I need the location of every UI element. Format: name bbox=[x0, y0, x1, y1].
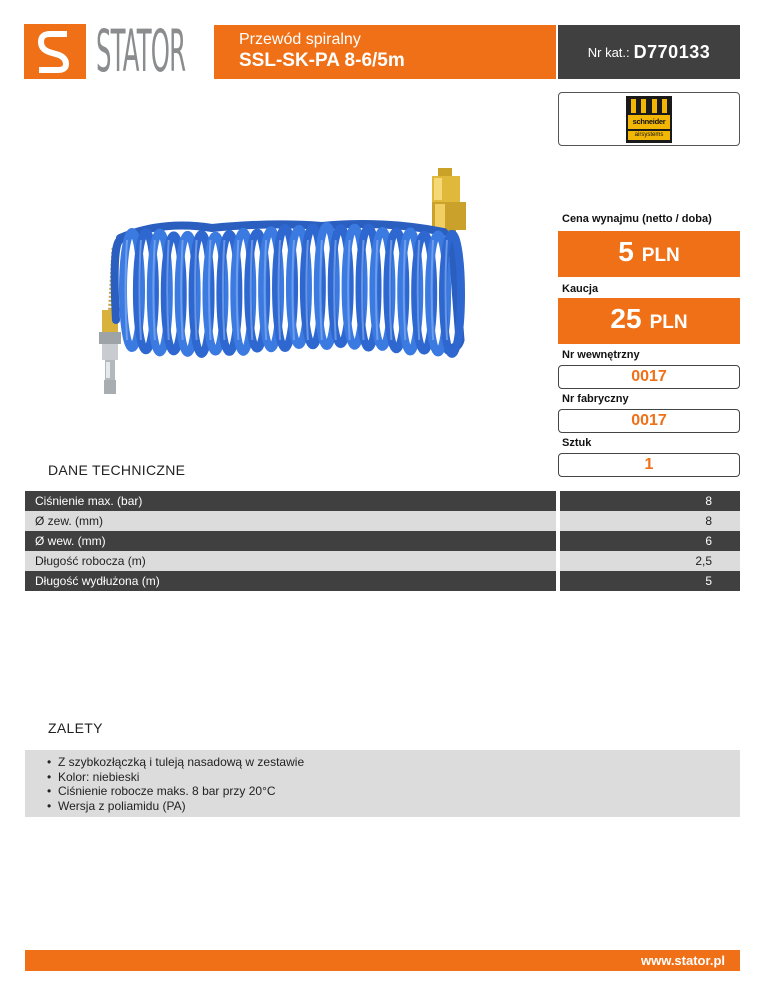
product-title: SSL-SK-PA 8-6/5m bbox=[239, 50, 405, 71]
tech-row bbox=[25, 491, 740, 511]
tech-data-heading: DANE TECHNICZNE bbox=[48, 462, 186, 478]
catalog-number-box bbox=[558, 25, 740, 79]
tech-row-label: Ø wew. (mm) bbox=[25, 531, 556, 551]
deposit-value: 25 bbox=[610, 303, 642, 334]
brass-coupling-icon bbox=[432, 168, 466, 236]
rent-price-box bbox=[558, 231, 740, 277]
tech-row-value: 8 bbox=[560, 491, 740, 511]
deposit-box bbox=[558, 298, 740, 344]
stator-logo-icon bbox=[24, 24, 86, 79]
catalog-number: D770133 bbox=[633, 41, 711, 62]
tech-row-label: Długość robocza (m) bbox=[25, 551, 556, 571]
tech-row-value: 5 bbox=[560, 571, 740, 591]
internal-number-label: Nr wewnętrzny bbox=[562, 349, 640, 361]
factory-number-value: 0017 bbox=[558, 409, 740, 433]
advantages-heading: ZALETY bbox=[48, 720, 103, 736]
rent-price-value: 5 bbox=[618, 236, 634, 267]
tech-row-value: 8 bbox=[560, 511, 740, 531]
quantity-value: 1 bbox=[558, 453, 740, 477]
factory-number-label: Nr fabryczny bbox=[562, 393, 629, 405]
tech-row-label: Ciśnienie max. (bar) bbox=[25, 491, 556, 511]
tech-row-value: 6 bbox=[560, 531, 740, 551]
website-link[interactable]: www.stator.pl bbox=[640, 953, 725, 968]
tech-row-label: Ø zew. (mm) bbox=[25, 511, 556, 531]
schneider-logo bbox=[626, 96, 672, 143]
spiral-hose-image bbox=[92, 160, 490, 405]
tech-row bbox=[25, 511, 740, 531]
deposit-currency: PLN bbox=[649, 312, 688, 333]
footer-bar bbox=[25, 950, 740, 971]
schneider-logo-tagline: airsystems bbox=[628, 131, 670, 140]
advantage-item: • Kolor: niebieski bbox=[47, 770, 740, 785]
advantage-item: • Wersja z poliamidu (PA) bbox=[47, 799, 740, 814]
advantage-item: • Ciśnienie robocze maks. 8 bar przy 20°C bbox=[47, 784, 740, 799]
advantage-item: • Z szybkozłączką i tuleją nasadową w zestawie bbox=[47, 755, 740, 770]
rent-price-label: Cena wynajmu (netto / doba) bbox=[562, 213, 712, 225]
brand-wordmark: STATOR bbox=[96, 17, 186, 85]
hose-coil-rings bbox=[123, 226, 461, 354]
tech-row bbox=[25, 531, 740, 551]
product-title-box bbox=[214, 25, 556, 79]
tech-row bbox=[25, 551, 740, 571]
catalog-label: Nr kat.: bbox=[587, 44, 630, 60]
tech-row-value: 2,5 bbox=[560, 551, 740, 571]
deposit-label: Kaucja bbox=[562, 283, 599, 295]
tech-row bbox=[25, 571, 740, 591]
internal-number-value: 0017 bbox=[558, 365, 740, 389]
product-subtitle: Przewód spiralny bbox=[239, 31, 361, 48]
quantity-label: Sztuk bbox=[562, 437, 592, 449]
schneider-logo-name: schneider bbox=[628, 115, 670, 129]
manufacturer-logo-box bbox=[558, 92, 740, 146]
tech-row-label: Długość wydłużona (m) bbox=[25, 571, 556, 591]
rent-price-currency: PLN bbox=[641, 245, 680, 266]
advantages-box bbox=[25, 750, 740, 817]
